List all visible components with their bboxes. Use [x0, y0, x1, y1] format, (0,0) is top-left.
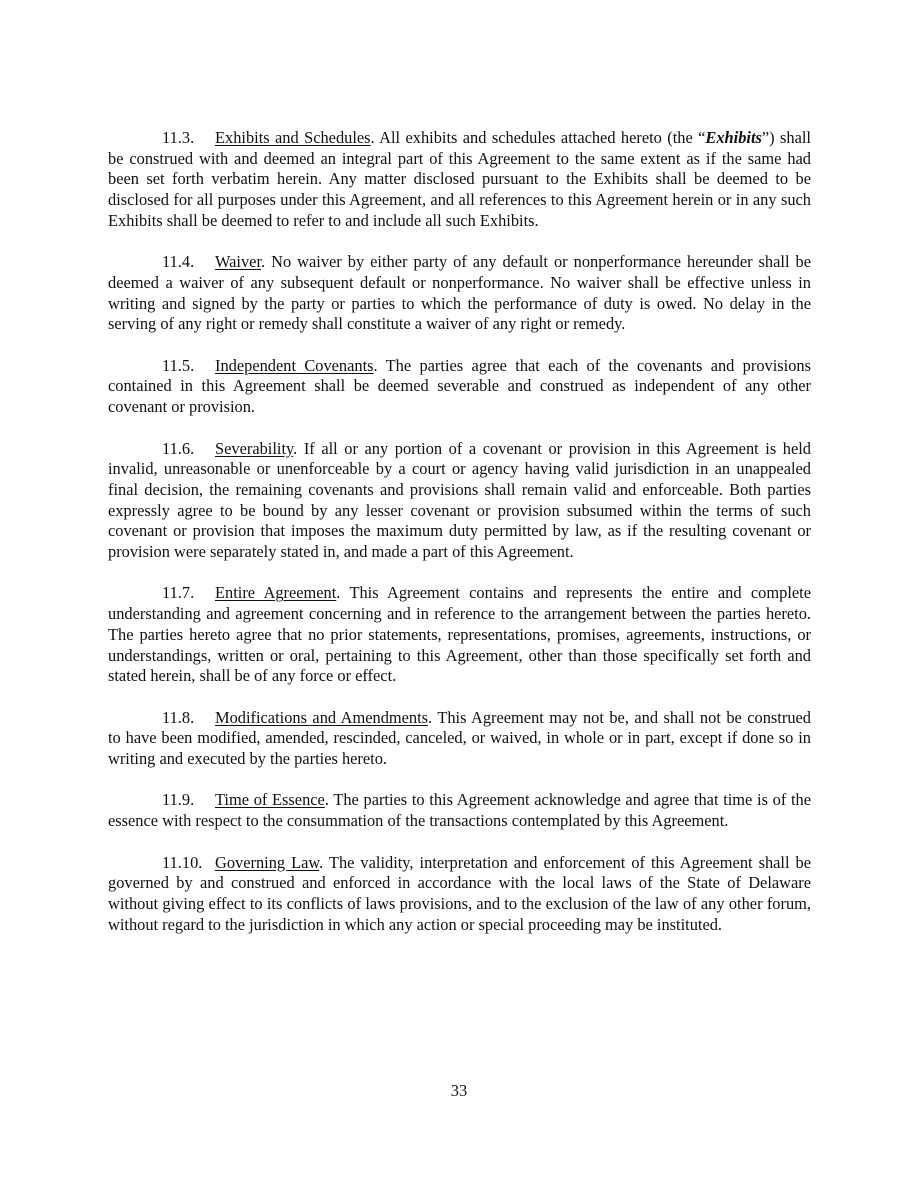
section-11-8: 11.8. Modifications and Amendments. This Agreement may not be, and shall not be construed to have been modified, amended, rescinded, canceled, or waived, in whole or in part, except if done so in writing and executed by the parties hereto.: [108, 707, 811, 769]
document-page: [108, 128, 811, 956]
section-body: No waiver by either party of any default or nonperformance hereunder shall be deemed a waiver of any subsequent default or nonperformance. No waiver shall be effective unless in writing and signed by the party or parties to which the performance of duty is owed. No delay in the serving of any right or remedy shall constitute a waiver of any right or remedy.: [108, 252, 811, 334]
section-number: 11.9.: [162, 790, 195, 810]
section-heading: Modifications and Amendments: [215, 707, 429, 727]
page-number: 33: [450, 1081, 468, 1100]
section-heading: Independent Covenants: [215, 355, 374, 375]
section-heading: Time of Essence: [215, 790, 325, 810]
section-11-10: 11.10. Governing Law. The validity, interpretation and enforcement of this Agreement shall be governed by and construed and enforced in accordance with the local laws of the State of Delaware without giving effect to its conflicts of laws provisions, and to the exclusion of the law of any other forum, without regard to the jurisdiction in which any action or special proceeding may be instituted.: [108, 852, 811, 934]
section-11-7: 11.7. Entire Agreement. This Agreement contains and represents the entire and complete understanding and agreement concerning and in reference to the arrangement between the parties hereto. The parties hereto agree that no prior statements, representations, promises, agreements, instructions, or understandings, written or oral, pertaining to this Agreement, other than those specifically set forth and stated herein, shall be of any force or effect.: [108, 583, 811, 686]
section-number: 11.5.: [162, 355, 195, 375]
section-number: 11.10.: [162, 852, 203, 872]
section-11-5: 11.5. Independent Covenants. The parties agree that each of the covenants and provisions contained in this Agreement shall be deemed severable and construed as independent of any other covenant or provision.: [108, 355, 811, 417]
section-body: The parties agree that each of the covenants and provisions contained in this Agreement shall be deemed severable and construed as independent of any other covenant or provision.: [108, 355, 811, 417]
section-body: The parties to this Agreement acknowledge and agree that time is of the essence with respect to the consummation of the transactions contemplated by this Agreement.: [108, 790, 811, 831]
section-body: This Agreement may not be, and shall not be construed to have been modified, amended, rescinded, canceled, or waived, in whole or in part, except if done so in writing and executed by the parties hereto.: [108, 707, 811, 769]
section-heading: Severability: [215, 438, 294, 458]
section-body: The validity, interpretation and enforcement of this Agreement shall be governed by and construed and enforced in accordance with the local laws of the State of Delaware without giving effect to its conflicts of laws provisions, and to the exclusion of the law of any other forum, without regard to the jurisdiction in which any action or special proceeding may be instituted.: [108, 852, 811, 934]
section-number: 11.7.: [162, 583, 195, 603]
section-heading: Waiver: [215, 252, 262, 272]
section-body: If all or any portion of a covenant or provision in this Agreement is held invalid, unreasonable or unenforceable by a court or agency having valid jurisdiction in an unappealed final decision, the remaining covenants and provisions shall remain valid and enforceable. Both parties expressly agree to be bound by any lesser covenant or provision subsumed within the terms of such covenant or provision that imposes the maximum duty permitted by law, as if the resulting covenant or provision were separately stated in, and made a part of this Agreement.: [108, 438, 811, 562]
section-heading: Exhibits and Schedules: [215, 128, 371, 147]
section-number: 11.8.: [162, 707, 195, 727]
section-11-4: 11.4. Waiver. No waiver by either party of any default or nonperformance hereunder shall be deemed a waiver of any subsequent default or nonperformance. No waiver shall be effective unless in writing and signed by the party or parties to which the performance of duty is owed. No delay in the serving of any right or remedy shall constitute a waiver of any right or remedy.: [108, 252, 811, 334]
section-heading: Entire Agreement: [215, 583, 337, 603]
section-11-6: 11.6. Severability. If all or any portion of a covenant or provision in this Agreement is held invalid, unreasonable or unenforceable by a court or agency having valid jurisdiction in an unappealed final decision, the remaining covenants and provisions shall remain valid and enforceable. Both parties expressly agree to be bound by any lesser covenant or provision subsumed within the terms of such covenant or provision that imposes the maximum duty permitted by law, as if the resulting covenant or provision were separately stated in, and made a part of this Agreement.: [108, 438, 811, 562]
section-body: ”) shall be construed with and deemed an integral part of this Agreement to the same extent as if the same had been set forth verbatim herein. Any matter disclosed pursuant to the Exhibits shall be deemed to be disclosed for all purposes under this Agreement, and all references to this Agreement herein or in any such Exhibits shall be deemed to refer to and include all such Exhibits.: [108, 128, 811, 230]
section-number: 11.3.: [162, 128, 195, 147]
section-body: All exhibits and schedules attached hereto (the “: [379, 128, 706, 147]
section-number: 11.4.: [162, 252, 195, 272]
section-11-3: 11.3. Exhibits and Schedules. All exhibits and schedules attached hereto (the “Exhibits”) shall be construed with and deemed an integral part of this Agreement to the same extent as if the same had been set forth verbatim herein. Any matter disclosed pursuant to the Exhibits shall be deemed to be disclosed for all purposes under this Agreement, and all references to this Agreement herein or in any such Exhibits shall be deemed to refer to and include all such Exhibits.: [108, 128, 811, 230]
section-11-9: 11.9. Time of Essence. The parties to this Agreement acknowledge and agree that time is of the essence with respect to the consummation of the transactions contemplated by this Agreement.: [108, 790, 811, 831]
defined-term: Exhibits: [705, 128, 762, 147]
section-number: 11.6.: [162, 438, 195, 458]
section-heading: Governing Law: [215, 852, 320, 872]
section-body: This Agreement contains and represents the entire and complete understanding and agreement concerning and in reference to the arrangement between the parties hereto. The parties hereto agree that no prior statements, representations, promises, agreements, instructions, or understandings, written or oral, pertaining to this Agreement, other than those specifically set forth and stated herein, shall be of any force or effect.: [108, 583, 811, 686]
